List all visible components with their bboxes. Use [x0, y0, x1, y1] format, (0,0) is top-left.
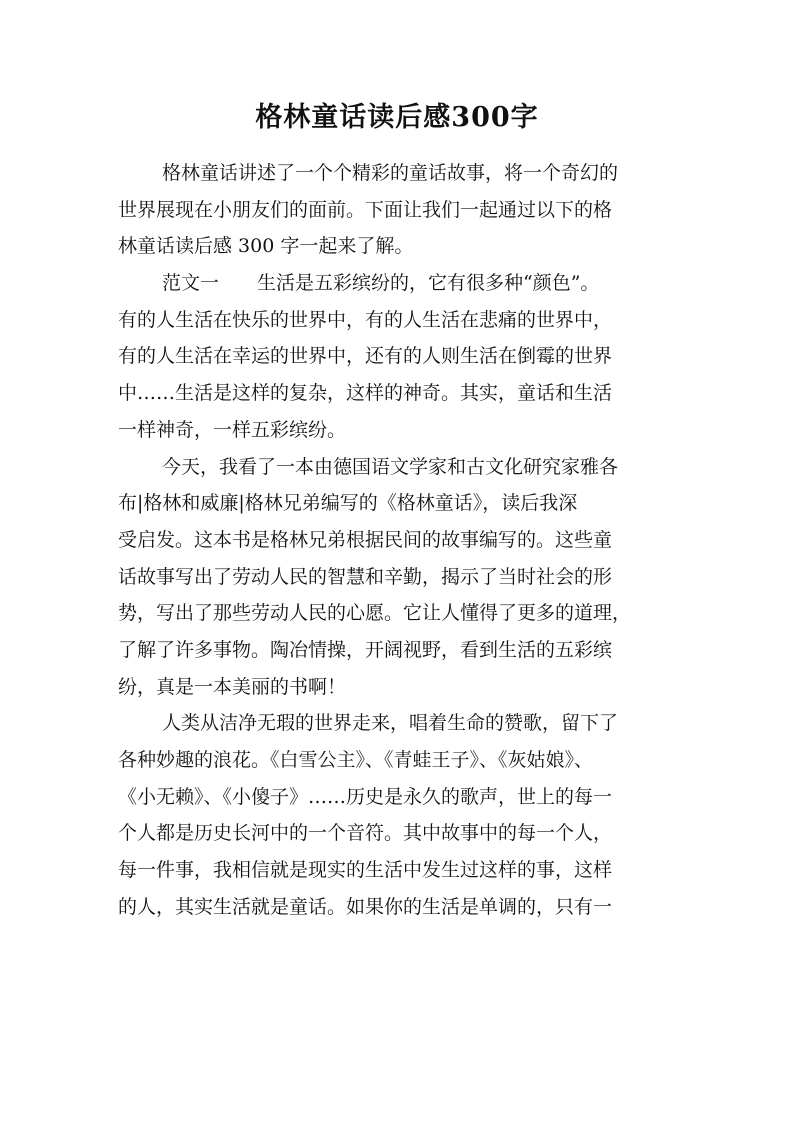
- text-line: 布|格林和威廉|格林兄弟编写的《格林童话》，读后我深: [118, 492, 578, 515]
- text-line: 今天，我看了一本由德国语文学家和古文化研究家雅各: [162, 455, 619, 478]
- paragraph-book-review: [118, 449, 688, 706]
- document-title: 格林童话读后感300字: [255, 102, 539, 133]
- text-line: 各种妙趣的浪花。《白雪公主》、《青蛙王子》、《灰姑娘》、: [118, 749, 594, 771]
- text-line: 受启发。这本书是格林兄弟根据民间的故事编写的。这些童: [118, 528, 613, 551]
- text-line: 话故事写出了劳动人民的智慧和辛勤，揭示了当时社会的形: [118, 565, 613, 588]
- text-line: 势，写出了那些劳动人民的心愿。它让人懂得了更多的道理，: [118, 602, 632, 625]
- text-line: 有的人生活在快乐的世界中，有的人生活在悲痛的世界中，: [118, 308, 613, 331]
- paragraph-sample-one: [118, 265, 688, 448]
- text-line: 有的人生活在幸运的世界中，还有的人则生活在倒霉的世界: [118, 345, 613, 368]
- paragraph-humanity: [118, 705, 688, 925]
- text-line: 一样神奇，一样五彩缤纷。: [118, 418, 347, 441]
- paragraph-intro: [118, 155, 688, 265]
- text-line: 《小无赖》、《小傻子》……历史是永久的歌声，世上的每一: [118, 785, 613, 808]
- text-line: 格林童话讲述了一个个精彩的童话故事，将一个奇幻的: [162, 162, 619, 184]
- text-line: 范文一 生活是五彩缤纷的，它有很多种“颜色”。: [162, 272, 600, 295]
- text-line: 每一件事，我相信就是现实的生活中发生过这样的事，这样: [118, 859, 613, 882]
- text-line: 纷，真是一本美丽的书啊！: [118, 675, 347, 698]
- text-line: 的人，其实生活就是童话。如果你的生活是单调的，只有一: [118, 895, 613, 918]
- text-line: 林童话读后感 300 字一起来了解。: [118, 235, 414, 258]
- document-body: [118, 155, 688, 925]
- text-line: 个人都是历史长河中的一个音符。其中故事中的每一个人，: [118, 822, 613, 845]
- text-line: 了解了许多事物。陶冶情操，开阔视野，看到生活的五彩缤: [118, 638, 613, 661]
- text-line: 中……生活是这样的复杂，这样的神奇。其实，童话和生活: [118, 382, 613, 405]
- text-line: 人类从洁净无瑕的世界走来，唱着生命的赞歌，留下了: [162, 712, 619, 735]
- text-line: 世界展现在小朋友们的面前。下面让我们一起通过以下的格: [118, 198, 613, 221]
